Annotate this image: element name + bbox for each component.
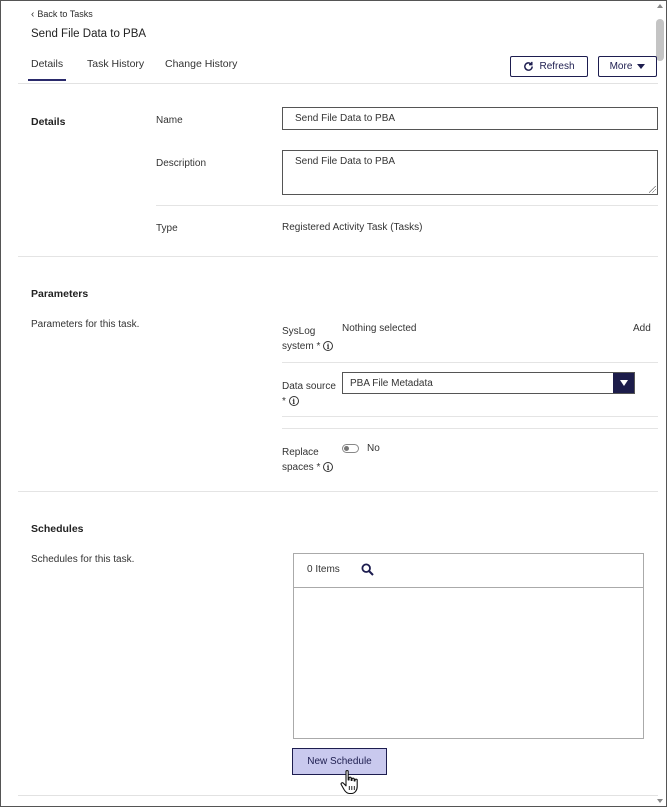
- active-tab-indicator: [28, 79, 66, 81]
- datasource-label-line1: Data source: [282, 381, 336, 392]
- refresh-button[interactable]: [510, 56, 588, 77]
- back-link-label: Back to Tasks: [37, 9, 93, 19]
- more-label: More: [609, 61, 633, 72]
- vertical-scrollbar[interactable]: [656, 19, 664, 61]
- info-icon[interactable]: i: [323, 341, 333, 351]
- section-divider-details: [18, 256, 658, 257]
- name-input[interactable]: [282, 107, 658, 130]
- parameters-section-title: Parameters: [31, 288, 89, 300]
- description-textarea[interactable]: [282, 150, 658, 195]
- section-divider-schedules: [18, 795, 658, 796]
- select-dropdown-button[interactable]: [613, 373, 634, 393]
- replace-spaces-toggle[interactable]: [342, 444, 359, 453]
- tab-details[interactable]: Details: [31, 58, 64, 70]
- datasource-selected-value: PBA File Metadata: [350, 377, 433, 389]
- new-schedule-label: New Schedule: [307, 756, 372, 767]
- syslog-label-line1: SysLog: [282, 326, 316, 337]
- info-icon[interactable]: i: [323, 462, 333, 472]
- syslog-value: Nothing selected: [342, 323, 417, 334]
- param-row-divider-3: [282, 428, 658, 429]
- items-count: 0 Items: [307, 564, 340, 575]
- refresh-label: Refresh: [539, 61, 575, 72]
- tab-change-history[interactable]: Change History: [165, 58, 238, 70]
- more-button[interactable]: [598, 56, 657, 77]
- section-divider-parameters: [18, 491, 658, 492]
- details-row-divider: [156, 205, 658, 206]
- syslog-label-line2: system *: [282, 341, 321, 352]
- caret-down-icon: [637, 64, 645, 69]
- replace-label-line2: spaces *: [282, 462, 321, 473]
- toggle-knob: [344, 446, 349, 451]
- syslog-add-link[interactable]: Add: [633, 323, 651, 334]
- replace-label-line1: Replace: [282, 447, 319, 458]
- details-section-title: Details: [31, 116, 66, 128]
- name-input-value: Send File Data to PBA: [295, 113, 396, 124]
- info-icon[interactable]: i: [289, 396, 299, 406]
- scroll-up-arrow-icon[interactable]: [657, 4, 663, 8]
- param-row-divider-2: [282, 416, 658, 417]
- type-value: Registered Activity Task (Tasks): [282, 222, 423, 233]
- tab-task-history[interactable]: Task History: [87, 58, 145, 70]
- hand-pointer-icon: [339, 769, 361, 796]
- description-label: Description: [156, 158, 207, 169]
- schedules-grid: [293, 553, 644, 739]
- type-label: Type: [156, 223, 178, 234]
- datasource-select[interactable]: [342, 372, 635, 394]
- tabs-divider: [18, 83, 658, 84]
- replace-spaces-label: [282, 445, 333, 475]
- datasource-label-line2: *: [282, 396, 286, 407]
- replace-spaces-value: No: [367, 443, 380, 454]
- parameters-subtitle: Parameters for this task.: [31, 319, 140, 330]
- grid-header-divider: [294, 587, 643, 588]
- scroll-down-arrow-icon[interactable]: [657, 799, 663, 803]
- search-icon[interactable]: [361, 563, 374, 576]
- datasource-label: [282, 379, 336, 409]
- description-value: Send File Data to PBA: [295, 156, 396, 167]
- name-label: Name: [156, 115, 183, 126]
- resize-grip-icon[interactable]: [649, 186, 656, 193]
- back-to-tasks-link[interactable]: [31, 9, 93, 19]
- schedules-subtitle: Schedules for this task.: [31, 554, 135, 565]
- param-row-divider-1: [282, 362, 658, 363]
- syslog-label: [282, 324, 333, 354]
- chevron-left-icon: ‹: [31, 8, 35, 20]
- schedules-section-title: Schedules: [31, 523, 84, 535]
- refresh-icon: [523, 61, 534, 72]
- caret-down-icon: [620, 380, 628, 386]
- page-title: Send File Data to PBA: [31, 28, 147, 40]
